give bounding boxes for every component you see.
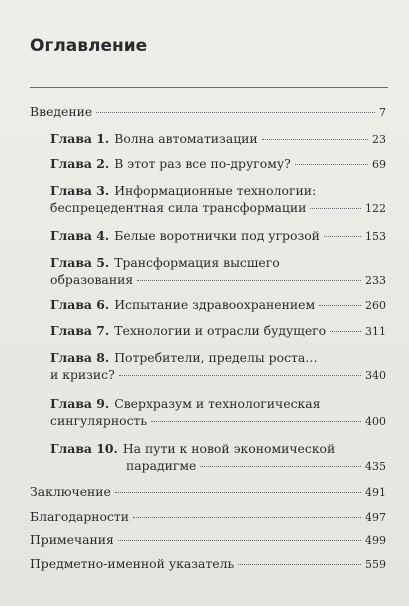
toc-entry-title: Трансформация высшего: [114, 255, 280, 270]
toc-entry-chapter-8: [50, 349, 386, 384]
toc-entry-page: 491: [365, 486, 386, 499]
toc-entry-title: Благодарности: [30, 509, 130, 524]
dot-leader: [200, 466, 361, 467]
toc-entry-notes: [30, 531, 386, 549]
toc-entry-title: Информационные технологии:: [114, 183, 317, 198]
dot-leader: [119, 375, 361, 376]
toc-entry-title: В этот раз все по-другому?: [114, 156, 291, 171]
toc-entry-page: 311: [365, 325, 386, 338]
toc-entry-chapter-10: [50, 440, 386, 475]
chapter-label: Глава 3.: [50, 183, 110, 198]
dot-leader: [96, 112, 375, 113]
toc-entry-page: 260: [365, 299, 386, 312]
title-divider: [30, 87, 388, 88]
toc-entry-title-continued: парадигме: [126, 458, 197, 473]
dot-leader: [238, 564, 361, 565]
toc-entry-title-continued: сингулярность: [50, 413, 148, 428]
chapter-label: Глава 1.: [50, 131, 110, 146]
toc-entry-chapter-3: [50, 182, 386, 217]
toc-entry-intro: [30, 103, 386, 121]
toc-entry-chapter-6: [50, 296, 386, 314]
toc-entry-page: 499: [365, 534, 386, 547]
chapter-label: Глава 7.: [50, 323, 110, 338]
dot-leader: [330, 331, 361, 332]
toc-entry-title-continued: и кризис?: [50, 367, 115, 382]
toc-entry-page: 23: [372, 133, 386, 146]
toc-entry-title: Белые воротнички под угрозой: [114, 228, 320, 243]
chapter-label: Глава 4.: [50, 228, 110, 243]
toc-entry-title: Заключение: [30, 484, 111, 499]
toc-entry-page: 497: [365, 511, 386, 524]
dot-leader: [324, 236, 361, 237]
toc-entry-page: 233: [365, 274, 386, 287]
toc-entry-page: 340: [365, 369, 386, 382]
toc-entry-page: 153: [365, 230, 386, 243]
dot-leader: [137, 280, 361, 281]
toc-entry-page: 7: [379, 106, 386, 119]
dot-leader: [319, 305, 361, 306]
toc-entry-chapter-4: [50, 227, 386, 245]
chapter-label: Глава 2.: [50, 156, 110, 171]
dot-leader: [295, 164, 368, 165]
chapter-label: Глава 5.: [50, 255, 110, 270]
dot-leader: [310, 208, 361, 209]
dot-leader: [262, 139, 368, 140]
dot-leader: [151, 421, 361, 422]
toc-entry-chapter-7: [50, 322, 386, 340]
toc-entry-chapter-5: [50, 254, 386, 289]
toc-entry-title: Испытание здравоохранением: [114, 297, 316, 312]
toc-entry-title: Волна автоматизации: [114, 131, 258, 146]
toc-entry-page: 559: [365, 558, 386, 571]
toc-entry-title: На пути к новой экономической: [122, 441, 336, 456]
dot-leader: [118, 540, 361, 541]
chapter-label: Глава 9.: [50, 396, 110, 411]
toc-entry-conclusion: [30, 483, 386, 501]
toc-entry-acknowledgements: [30, 508, 386, 526]
toc-entry-page: 122: [365, 202, 386, 215]
toc-entry-title: Технологии и отрасли будущего: [114, 323, 327, 338]
toc-entry-page: 435: [365, 460, 386, 473]
toc-entry-title-continued: образования: [50, 272, 134, 287]
page-title: Оглавление: [30, 36, 148, 56]
toc-entry-page: 69: [372, 158, 386, 171]
chapter-label: Глава 6.: [50, 297, 110, 312]
chapter-label: Глава 10.: [50, 441, 118, 456]
toc-entry-title: Введение: [30, 104, 93, 119]
toc-entry-page: 400: [365, 415, 386, 428]
toc-entry-title-continued: беспрецедентная сила трансформации: [50, 200, 307, 215]
toc-entry-title: Предметно-именной указатель: [30, 556, 235, 571]
dot-leader: [115, 492, 361, 493]
toc-entry-chapter-2: [50, 155, 386, 173]
toc-entry-index: [30, 555, 386, 573]
toc-entry-title: Сверхразум и технологическая: [114, 396, 321, 411]
chapter-label: Глава 8.: [50, 350, 110, 365]
toc-entry-title: Потребители, пределы роста…: [114, 350, 318, 365]
dot-leader: [133, 517, 361, 518]
toc-entry-chapter-9: [50, 395, 386, 430]
toc-entry-title: Примечания: [30, 532, 114, 547]
toc-entry-chapter-1: [50, 130, 386, 148]
